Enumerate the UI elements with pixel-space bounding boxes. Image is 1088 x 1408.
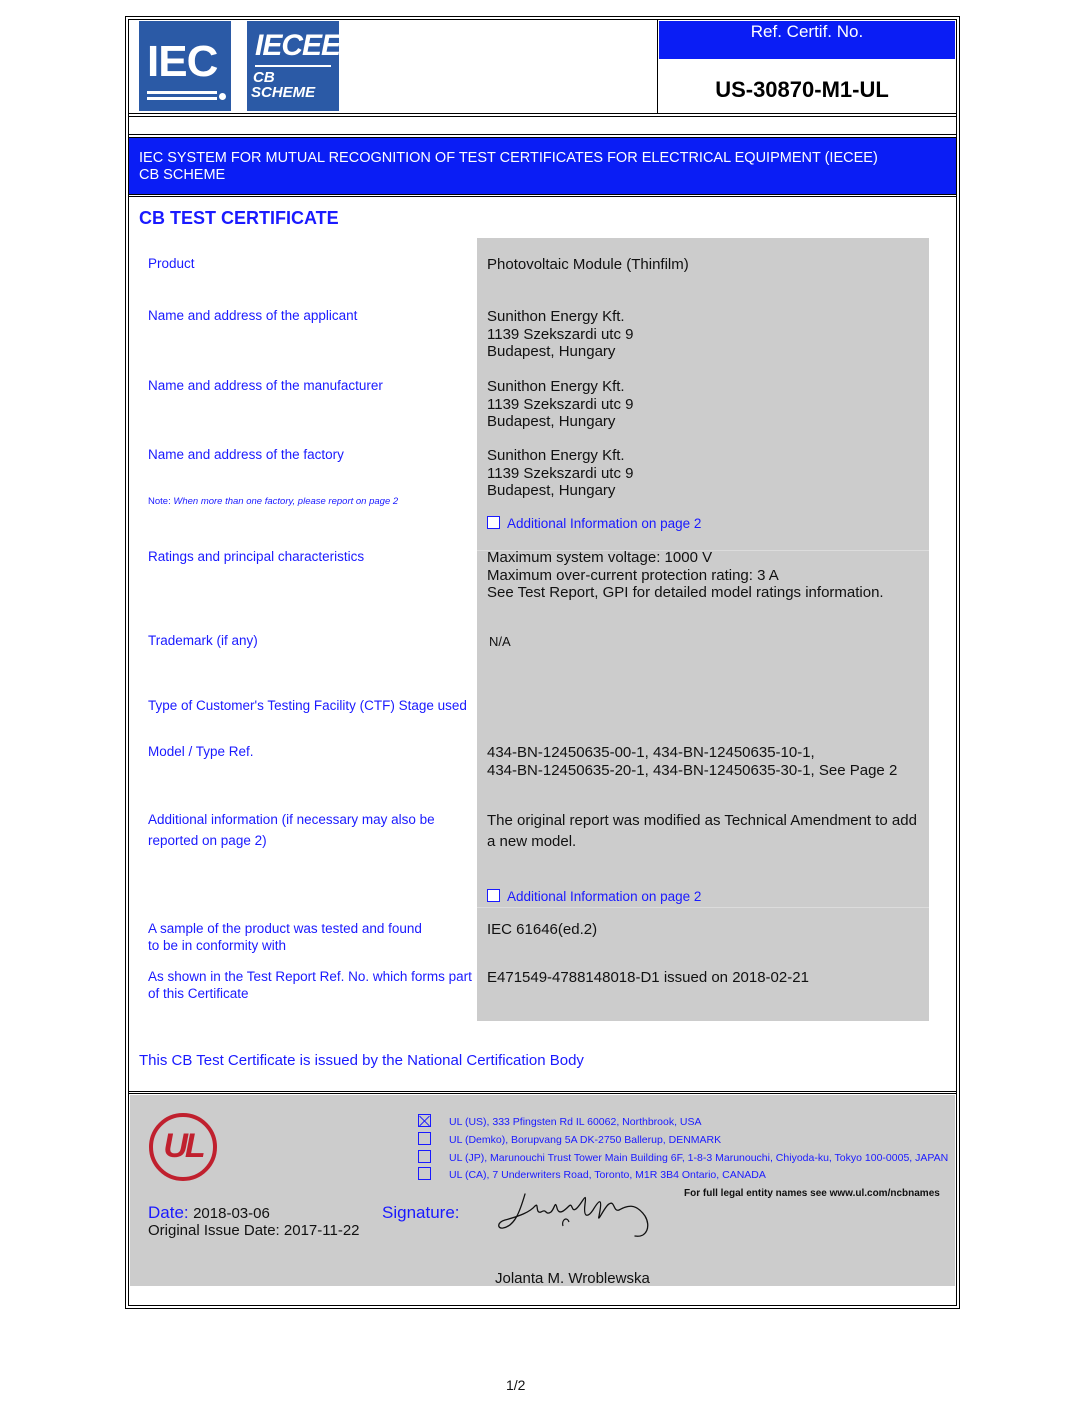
ctf-label: Type of Customer's Testing Facility (CTF) Stage used [148,698,467,713]
lab-row-demko[interactable] [418,1132,721,1148]
conformity-value: IEC 61646(ed.2) [487,921,598,938]
report-label-line-1: As shown in the Test Report Ref. No. which forms part [148,969,472,984]
signatory-name: Jolanta M. Wroblewska [495,1270,650,1287]
iec-logo-text: IEC [147,37,218,86]
banner-line-1: IEC SYSTEM FOR MUTUAL RECOGNITION OF TEST CERTIFICATES FOR ELECTRICAL EQUIPMENT (IECEE) [139,150,878,166]
scheme-banner [129,137,956,195]
banner-line-2: CB SCHEME [139,167,226,183]
ratings-label: Ratings and principal characteristics [148,549,365,564]
manufacturer-label: Name and address of the manufacturer [148,378,383,393]
additional-info-label-1: Additional Information on page 2 [507,516,702,531]
spacer-row [128,116,957,135]
cb-logo-text: CB [253,69,275,86]
ul-logo-text: UL [163,1127,203,1165]
original-issue-value: 2017-11-22 [283,1222,360,1239]
iec-logo-bar [147,91,217,94]
checked-checkbox-icon[interactable] [418,1114,431,1127]
factory-label: Name and address of the factory [148,447,344,462]
additional-value-line-1: The original report was modified as Technical Amendment to add [487,812,917,829]
lab-text: UL (US), 333 Pfingsten Rd IL 60062, Northbrook, USA [449,1116,702,1128]
factory-value: Sunithon Energy Kft. 1139 Szekszardi utc 9 Budapest, Hungary [487,447,634,499]
report-value: E471549-4788148018-D1 issued on 2018-02-21 [487,969,809,986]
checkbox-icon[interactable] [418,1150,431,1163]
iecee-logo-text: IECEE [255,29,341,62]
conformity-label-line-1: A sample of the product was tested and found [148,921,422,936]
lab-text: UL (CA), 7 Underwriters Road, Toronto, M1R 3B4 Ontario, CANADA [449,1169,766,1181]
date-line [148,1203,270,1223]
iec-logo-bar [147,97,217,100]
iecee-logo-bar [255,65,331,67]
product-label: Product [148,256,195,271]
lab-text: UL (JP), Marunouchi Trust Tower Main Building 6F, 1-8-3 Marunouchi, Chiyoda-ku, Tokyo 100-0005, JAPAN [449,1152,949,1164]
lab-text: UL (Demko), Borupvang 5A DK-2750 Ballerup, DENMARK [449,1134,722,1146]
issued-by-text: This CB Test Certificate is issued by the National Certification Body [139,1052,584,1069]
lab-row-jp[interactable] [418,1150,948,1166]
ref-number: US-30870-M1-UL [715,77,889,102]
report-label-line-2: of this Certificate [148,986,249,1001]
original-issue-label: Original Issue Date: [148,1222,280,1239]
trademark-value: N/A [489,634,511,649]
applicant-value: Sunithon Energy Kft. 1139 Szekszardi utc 9 Budapest, Hungary [487,308,634,360]
trademark-label: Trademark (if any) [148,633,258,648]
model-value: 434-BN-12450635-00-1, 434-BN-12450635-10-1, 434-BN-12450635-20-1, 434-BN-12450635-30-1, See Page 2 [487,744,898,779]
factory-note-text: When more than one factory, please report on page 2 [173,496,399,507]
checkbox-icon[interactable] [487,516,500,529]
original-issue-line [148,1222,360,1239]
manufacturer-value: Sunithon Energy Kft. 1139 Szekszardi utc 9 Budapest, Hungary [487,378,634,430]
date-label: Date: [148,1203,189,1222]
additional-label-line-2: reported on page 2) [148,833,267,848]
ref-label: Ref. Certif. No. [750,22,864,41]
ul-logo [149,1113,217,1181]
date-value: 2018-03-06 [193,1205,270,1222]
signature-label: Signature: [382,1203,460,1222]
model-label: Model / Type Ref. [148,744,254,759]
handwritten-signature [495,1186,660,1244]
conformity-label-line-2: to be in conformity with [148,938,287,953]
factory-note [148,496,398,507]
additional-info-label-2: Additional Information on page 2 [507,889,702,904]
panel-divider [477,907,929,908]
product-value: Photovoltaic Module (Thinfilm) [487,256,689,273]
checkbox-icon[interactable] [418,1167,431,1180]
additional-info-checkbox-2[interactable] [487,889,701,904]
additional-value-line-2: a new model. [487,833,577,850]
additional-info-checkbox-1[interactable] [487,516,701,531]
certificate-title: CB TEST CERTIFICATE [139,208,339,228]
legal-note: For full legal entity names see www.ul.com/ncbnames [684,1188,940,1199]
factory-note-prefix: Note: [148,496,174,507]
lab-row-us[interactable] [418,1114,702,1130]
additional-label-line-1: Additional information (if necessary may also be [148,812,435,827]
checkbox-icon[interactable] [418,1132,431,1145]
checkbox-icon[interactable] [487,889,500,902]
ratings-value: Maximum system voltage: 1000 V Maximum over-current protection rating: 3 A See Test Report, GPI for detailed model ratings information. [487,549,884,601]
scheme-logo-text: SCHEME [251,84,316,101]
iec-logo-dot [219,93,226,100]
page-number: 1/2 [506,1377,526,1393]
iecee-cb-scheme-logo [247,21,339,111]
applicant-label: Name and address of the applicant [148,308,358,323]
iec-logo [139,21,231,111]
lab-row-ca[interactable] [418,1167,766,1183]
